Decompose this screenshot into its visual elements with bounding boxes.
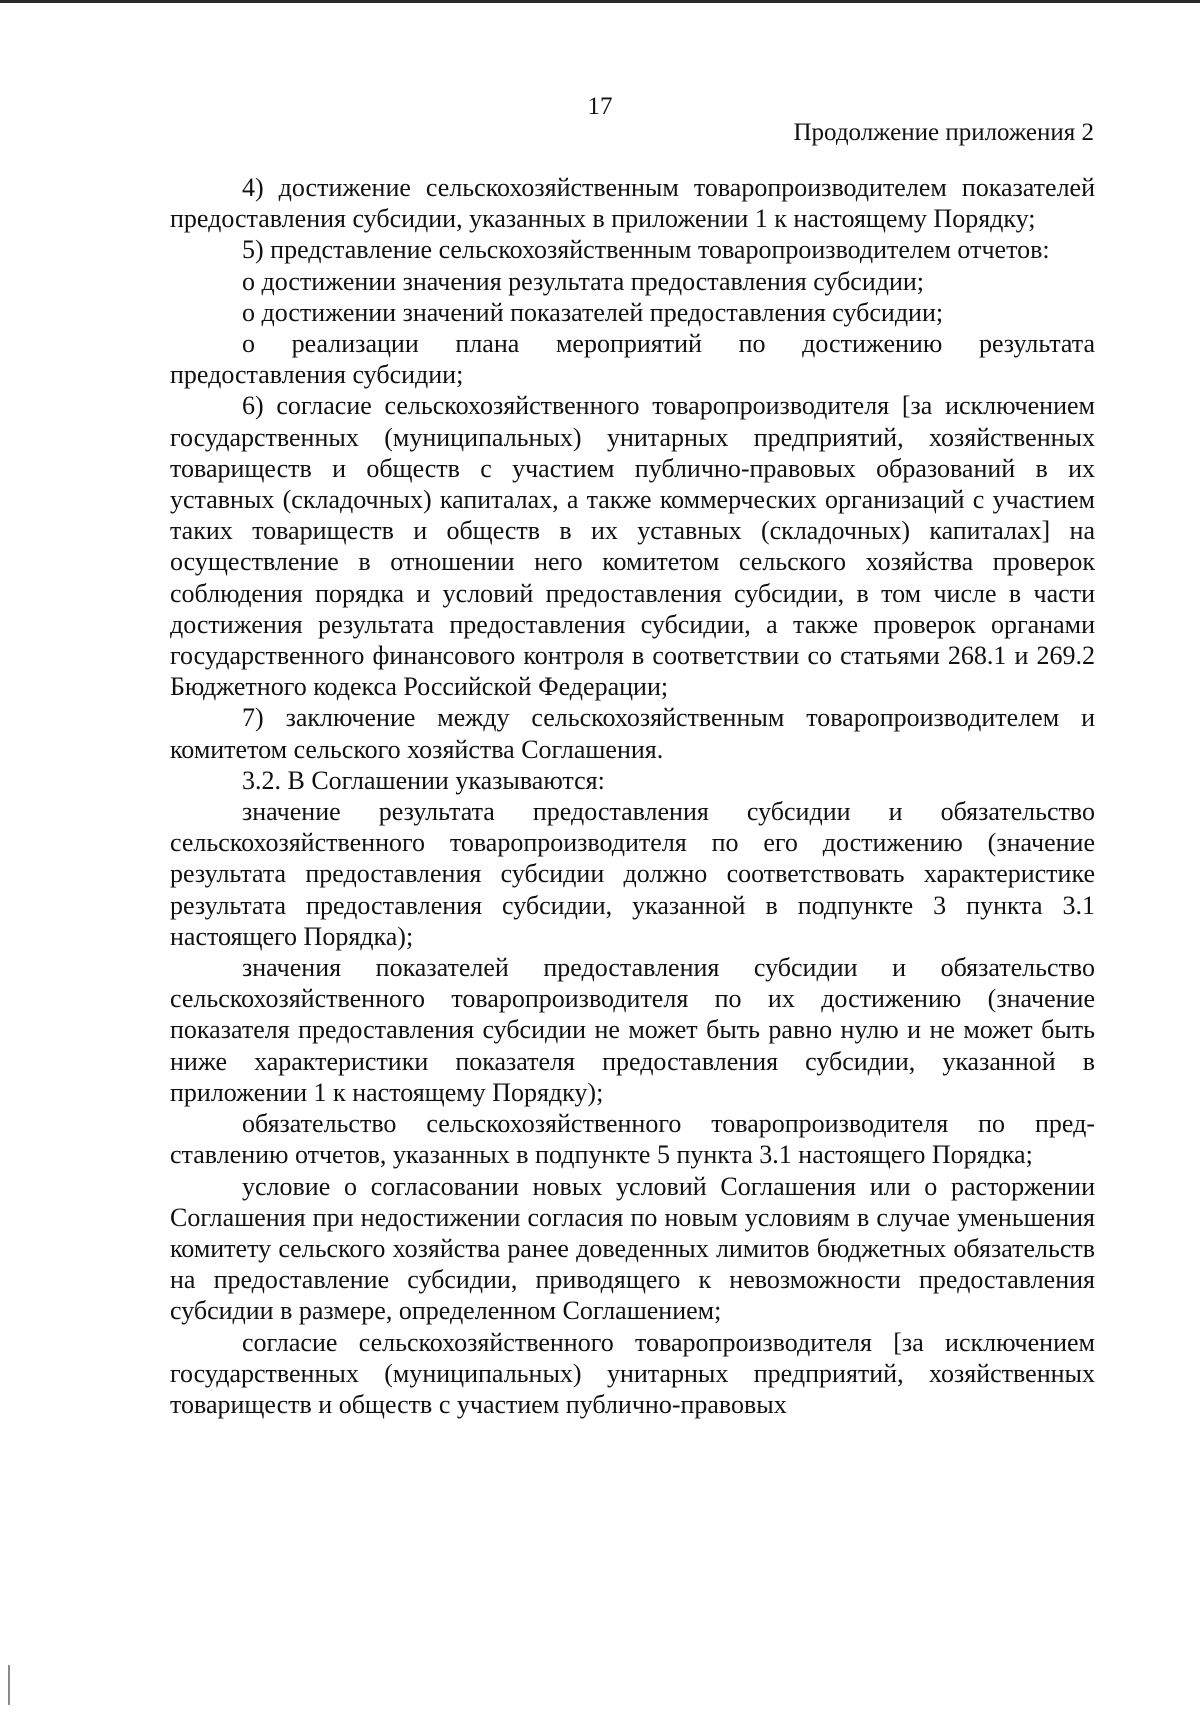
page-number: 17: [587, 93, 613, 120]
scan-border-top: [0, 0, 1200, 3]
continuation-label: Продолжение приложения 2: [793, 119, 1094, 146]
document-body: [170, 172, 1095, 1420]
paragraph-reporting-obligation: обязательство сельскохозяйственного товаропроизводителя по представлению отчетов, указанных в подпункте 5 пункта 3.1 настоящего Порядка;: [170, 1109, 1095, 1170]
paragraph-report-plan: о реализации плана мероприятий по достижению результата предоставления субсидии;: [170, 329, 1095, 390]
paragraph-section-3-2: 3.2. В Соглашении указываются:: [242, 765, 605, 795]
scan-mark: [8, 1665, 10, 1705]
paragraph-result-value: значение результата предоставления субсидии и обязательство сельскохозяйственного товаропроизводителя по его достижению (значение результата предоставления субсидии должно соответствовать характеристике результата предоставления субсидии, указанной в подпункте 3 пункта 3.1 настоящего Порядка);: [170, 797, 1095, 951]
paragraph-item-6: 6) согласие сельскохозяйственного товаропроизводителя [за исключением государственных (муниципальных) унитарных предприятий, хозяйственных товариществ и обществ с участием публично-правовых образований в их уставных (складочных) капиталах, а также коммерческих организаций с участием таких товариществ и обществ в их уставных (складочных) капиталах] на осуществление в отношении него комитетом сельского хозяйства проверок соблюдения порядка и условий предоставления субсидии, в том числе в части достижения результата предоставления субсидии, а также проверок органами государственного финансового контроля в соответствии со статьями 268.1 и 269.2 Бюджетного кодекса Российской Федерации;: [170, 391, 1095, 702]
paragraph-agreement-condition: условие о согласовании новых условий Соглашения или о расторжении Соглашения при недостижении согласия по новым условиям в случае уменьшения комитету сельского хозяйства ранее доведенных лимитов бюджетных обязательств на предоставление субсидии, приводящего к невозможности предоставления субсидии в размере, определенном Соглашением;: [170, 1171, 1095, 1326]
paragraph-consent: согласие сельскохозяйственного товаропроизводителя [за исключением государственных (муниципальных) унитарных предприятий, хозяйственных товариществ и обществ с участием публично-правовых: [170, 1327, 1095, 1419]
paragraph-report-indicators: о достижении значений показателей предоставления субсидии;: [242, 297, 944, 327]
paragraph-item-5: 5) представление сельскохозяйственным товаропроизводителем отчетов:: [242, 235, 1050, 265]
paragraph-report-result: о достижении значения результата предоставления субсидии;: [242, 266, 925, 296]
paragraph-item-4: 4) достижение сельскохозяйственным товаропроизводителем показателей предоставления субсидии, указанных в приложении 1 к настоящему Порядку;: [170, 173, 1095, 234]
paragraph-indicator-values: значения показателей предоставления субсидии и обязательство сельскохозяйственного товаропроизводителя по их достижению (значение показателя предоставления субсидии не может быть равно нулю и не может быть ниже характеристики показателя предоставления субсидии, указанной в приложении 1 к настоящему Порядку);: [170, 953, 1095, 1107]
paragraph-item-7: 7) заключение между сельскохозяйственным товаропроизводителем и комитетом сельского хозяйства Соглашения.: [170, 703, 1095, 764]
